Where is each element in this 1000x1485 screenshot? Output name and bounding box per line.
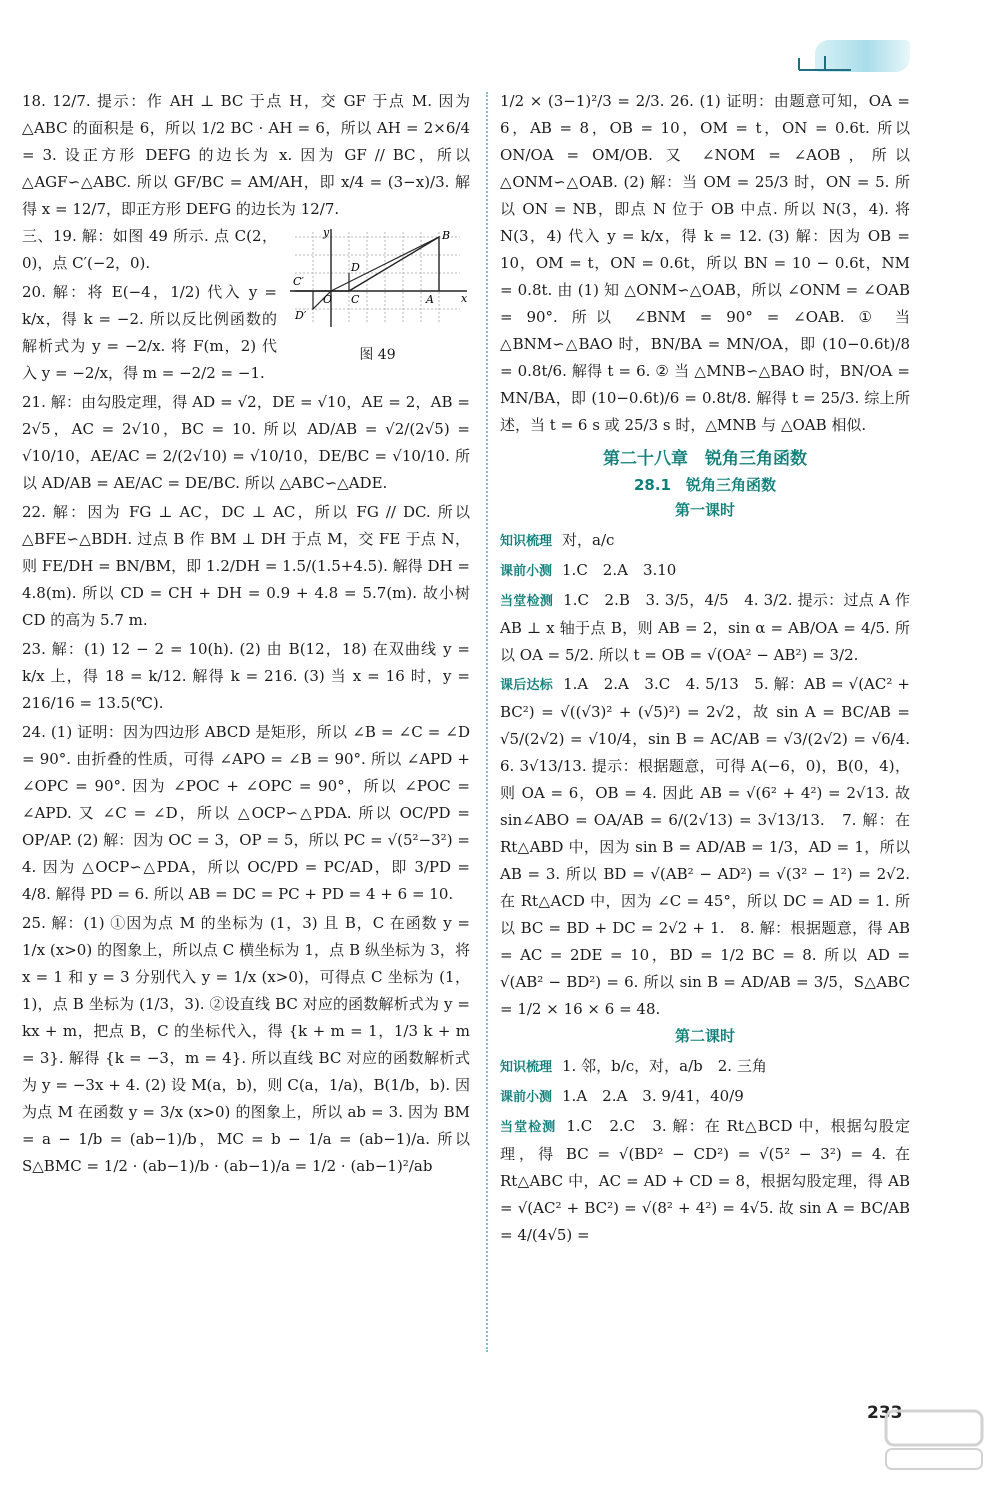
row-text: 1.C 2.A 3.10 [562, 561, 677, 579]
lesson-2-row [500, 1113, 910, 1249]
figure-49 [285, 227, 470, 364]
fig-label-d-prime: D′ [295, 309, 307, 322]
row-label: 知识梳理 [500, 534, 553, 549]
row-text: 1. 邻，b/c，对，a/b 2. 三角 [562, 1057, 767, 1075]
watermark-logo [850, 1405, 990, 1475]
row-label: 当堂检测 [500, 1120, 557, 1135]
row-label: 课前小测 [500, 564, 553, 579]
section-title: 28.1 锐角三角函数 [633, 476, 776, 494]
lesson-1-title: 第一课时 [674, 501, 735, 519]
fig-label-b: B [442, 229, 451, 242]
lesson-2-row [500, 1053, 910, 1081]
row-text: 1.C 2.B 3. 3/5，4/5 4. 3/2. 提示：过点 A 作 AB ⊥ x 轴于点 B，则 AB = 2，sin α = AB/OA = 4/5. 所以 OA = 5/2. 所以 t = OB = √(OA² − AB²) = 3/2. [500, 591, 910, 664]
fig-label-c-prime: C′ [293, 275, 304, 288]
figure-49-graph [285, 227, 470, 337]
fig-label-a: A [426, 293, 434, 306]
lesson-2-row [500, 1083, 910, 1111]
row-label: 知识梳理 [500, 1060, 553, 1075]
answer-22: 22. 解：因为 FG ⊥ AC，DC ⊥ AC，所以 FG // DC. 所以 △BFE∽△BDH. 过点 B 作 BM ⊥ DH 于点 M，交 FE 于点 N，则 FE/DH = BN/BM，即 1.2/DH = 1.5/(1.5+4.5). 解得 DH = 4.8(m). 所以 CD = CH + DH = 0.9 + 4.8 = 5.7(m). 故小树 CD 的高为 5.7 m. [22, 503, 470, 629]
page-number: 233 [867, 1403, 903, 1423]
fig-label-c: C [351, 293, 360, 306]
chapter-title: 第二十八章 锐角三角函数 [603, 449, 807, 469]
fig-label-y: y [323, 227, 330, 239]
lesson-1-row [500, 557, 910, 585]
answer-26: 1/2 × (3−1)²/3 = 2/3. 26. (1) 证明：由题意可知，OA = 6，AB = 8，OB = 10，OM = t，ON = 0.6t. 所以 ON/OA = OM/OB. 又 ∠NOM = ∠AOB，所以 △ONM∽△OAB. (2) 解：当 OM = 25/3 时，ON = 5. 所以 ON = NB，即点 N 位于 OB 中点. 所以 N(3，4). 将 N(3，4) 代入 y = k/x，得 k = 12. (3) 解：因为 OB = 10，OM = t，ON = 0.6t，所以 BN = 10 − 0.6t，NM = 0.8t. 由 (1) 知 △ONM∽△OAB，所以 ∠ONM = ∠OAB = 90°. 所以 ∠BNM = 90° = ∠OAB. ① 当 △BNM∽△BAO 时，BN/BA = MN/OA，即 (10−0.6t)/8 = 0.8t/6. 解得 t = 6. ② 当 △MNB∽△BAO 时，BN/OA = MN/BA，即 (10−0.6t)/6 = 0.8t/8. 解得 t = 25/3. 综上所述，当 t = 6 s 或 25/3 s 时，△MNB 与 △OAB 相似. [500, 92, 910, 434]
row-label: 课前小测 [500, 1090, 553, 1105]
answer-24: 24. (1) 证明：因为四边形 ABCD 是矩形，所以 ∠B = ∠C = ∠D = 90°. 由折叠的性质，可得 ∠APO = ∠B = 90°. 所以 ∠APD + ∠OPC = 90°. 因为 ∠POC + ∠OPC = 90°，所以 ∠POC = ∠APD. 又 ∠C = ∠D，所以 △OCP∽△PDA. 所以 OC/PD = OP/AP. (2) 解：因为 OC = 3，OP = 5，所以 PC = √(5²−3²) = 4. 因为 △OCP∽△PDA，所以 OC/PD = PC/AD，即 3/PD = 4/8. 解得 PD = 6. 所以 AB = DC = PC + PD = 4 + 6 = 10. [22, 723, 470, 903]
column-divider [486, 92, 488, 1352]
figure-caption: 图 49 [359, 347, 396, 363]
right-column [500, 88, 926, 1249]
fig-label-x: x [461, 292, 468, 305]
lesson-1-row [500, 527, 910, 555]
lesson-1-row [500, 671, 926, 1023]
answer-23: 23. 解：(1) 12 − 2 = 10(h). (2) 由 B(12，18) 在双曲线 y = k/x 上，得 18 = k/12. 解得 k = 216. (3) 当 x = 16 时，y = 216/16 = 13.5(℃). [22, 640, 470, 712]
row-text: 对，a/c [562, 531, 615, 549]
row-text: 1.A 2.A 3. 9/41，40/9 [562, 1087, 744, 1105]
header-decoration-stroke [795, 52, 855, 74]
lesson-1-row [500, 587, 910, 669]
answer-25: 25. 解：(1) ①因为点 M 的坐标为 (1，3) 且 B，C 在函数 y = 1/x (x>0) 的图象上，所以点 C 横坐标为 1，点 B 纵坐标为 3，将 x = 1 和 y = 3 分别代入 y = 1/x (x>0)，可得点 C 坐标为 (1，1)，点 B 坐标为 (1/3，3). ②设直线 BC 对应的函数解析式为 y = kx + m，把点 B，C 的坐标代入，得 {k + m = 1，1/3 k + m = 3}. 解得 {k = −3，m = 4}. 所以直线 BC 对应的函数解析式为 y = −3x + 4. (2) 设 M(a，b)，则 C(a，1/a)，B(1/b，b). 因为点 M 在函数 y = 3/x (x>0) 的图象上，所以 ab = 3. 因为 BM = a − 1/b = (ab−1)/b，MC = b − 1/a = (ab−1)/a. 所以 S△BMC = 1/2 · (ab−1)/b · (ab−1)/a = 1/2 · (ab−1)²/ab [22, 914, 470, 1175]
row-text: 1.C 2.C 3. 解：在 Rt△BCD 中，根据勾股定理，得 BC = √(BD² − CD²) = √(5² − 3²) = 4. 在 Rt△ABC 中，AC = AD + CD = 8，根据勾股定理，得 AB = √(AC² + BC²) = √(8² + 4²) = 4√5. 故 sin A = BC/AB = 4/(4√5) = [500, 1117, 910, 1244]
answer-21: 21. 解：由勾股定理，得 AD = √2，DE = √10，AE = 2，AB = 2√5，AC = 2√10，BC = 10. 所以 AD/AB = √2/(2√5) = √10/10，AE/AC = 2/(2√10) = √10/10，DE/BC = √10/10. 所以 AD/AB = AE/AC = DE/BC. 所以 △ABC∽△ADE. [22, 393, 470, 492]
row-label: 当堂检测 [500, 594, 554, 609]
row-label: 课后达标 [500, 678, 554, 693]
lesson-2-title: 第二课时 [674, 1027, 735, 1045]
answer-20: 20. 解：将 E(−4，1/2) 代入 y = k/x，得 k = −2. 所以反比例函数的解析式为 y = −2/x. 将 F(m，2) 代入 y = −2/x，得 m = −2/2 = −1. [22, 283, 277, 382]
answer-18: 18. 12/7. 提示：作 AH ⊥ BC 于点 H，交 GF 于点 M. 因为 △ABC 的面积是 6，所以 1/2 BC · AH = 6，所以 AH = 2×6/4 = 3. 设正方形 DEFG 的边长为 x. 因为 GF // BC，所以 △AGF∽△ABC. 所以 GF/BC = AM/AH，即 x/4 = (3−x)/3. 解得 x = 12/7，即正方形 DEFG 的边长为 12/7. [22, 92, 470, 218]
fig-label-d: D [351, 261, 360, 274]
left-column [22, 88, 470, 1180]
fig-label-o: O [323, 293, 333, 306]
answer-19: 三、19. 解：如图 49 所示. 点 C(2，0)，点 C′(−2，0). [22, 227, 277, 272]
row-text: 1.A 2.A 3.C 4. 5/13 5. 解：AB = √(AC² + BC²) = √((√3)² + (√5)²) = 2√2，故 sin A = BC/AB = √5/(2√2) = √10/4，sin B = AC/AB = √3/(2√2) = √6/4. 6. 3√13/13. 提示：根据题意，可得 A(−6，0)，B(0，4)，则 OA = 6，OB = 4. 因此 AB = √(6² + 4²) = 2√13. 故 sin∠ABO = OA/AB = 6/(2√13) = 3√13/13. 7. 解：在 Rt△ABD 中，因为 sin B = AD/AB = 1/3，AD = 1，所以 AB = 3. 所以 BD = √(AB² − AD²) = √(3² − 1²) = 2√2. 在 Rt△ACD 中，因为 ∠C = 45°，所以 DC = AD = 1. 所以 BC = BD + DC = 2√2 + 1. 8. 解：根据题意，得 AB = AC = 2DE = 10，BD = 1/2 BC = 8. 所以 AD = √(AB² − BD²) = 6. 所以 sin B = AD/AB = 3/5，S△ABC = 1/2 × 16 × 6 = 48. [500, 675, 926, 1018]
